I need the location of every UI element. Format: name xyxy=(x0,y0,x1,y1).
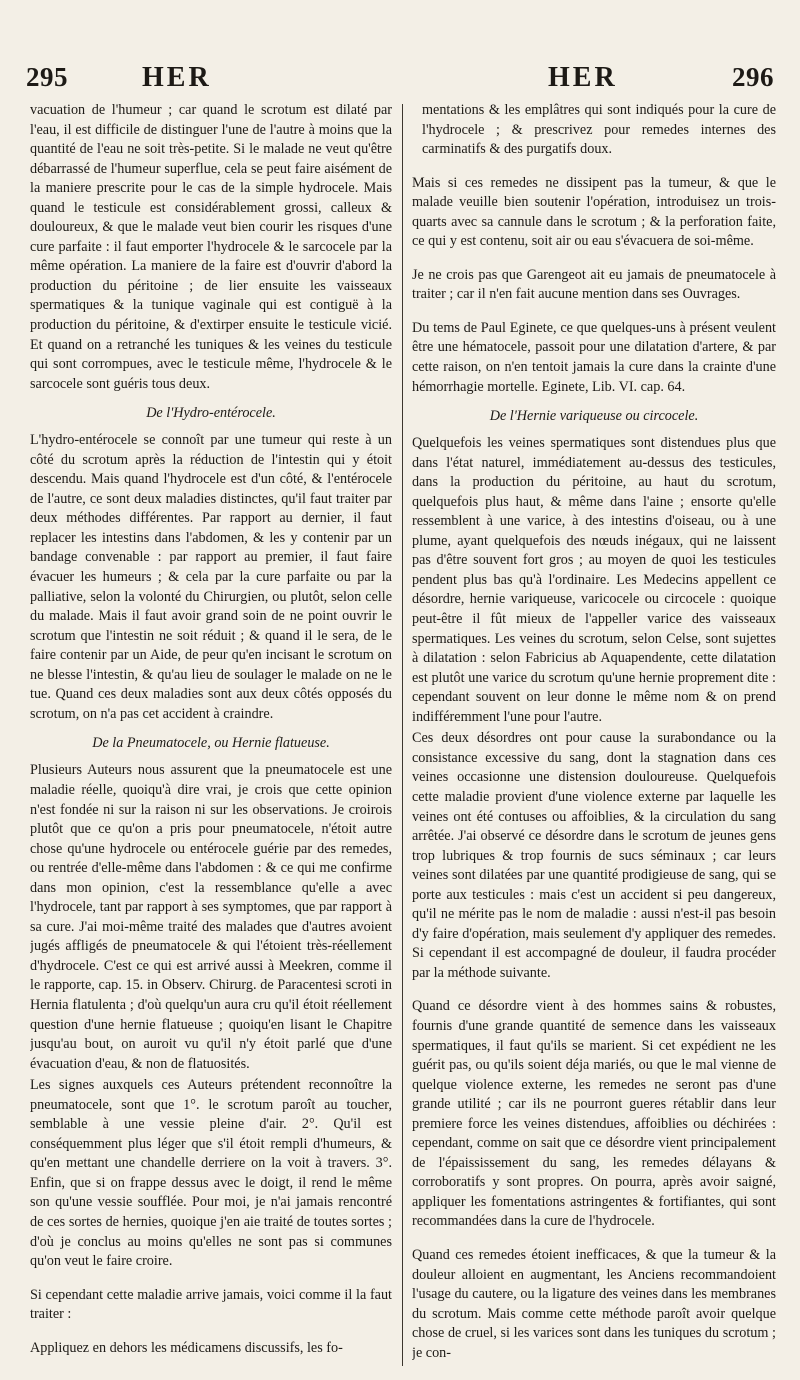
column-divider xyxy=(402,104,403,1366)
running-header xyxy=(0,62,800,102)
page-number-right: 296 xyxy=(732,62,774,92)
paragraph: Quelquefois les veines spermatiques sont distendues plus que dans l'état naturel, immédiatement au-dessus des testicules, dans la production du péritoine, au haut du scrotum, quelquefois plus haut, & même dans l'aine ; ensorte qu'elle ressemblent à une varice, à des intestins d'oiseau, ou à une plume, ayant quelquefois des nœuds inégaux, qui ne laissent pas d'être souvent fort gros ; au moyen de quoi les testicules pendent plus bas qu'à l'ordinaire. Les Medecins appellent ce désordre, hernie variqueuse, varicocele ou circocele : quoique peut-être il fût mieux de l'appeller varice des vaisseaux spermatiques. Les veines du scrotum, selon Celse, sont sujettes à dilatation : selon Fabricius ab Aquapendente, cette dilatation est plutôt une varice du scrotum qu'une hernie proprement dite : cependant souvent on leur donne le même nom & on prend indifféremment l'une pour l'autre. xyxy=(412,435,776,725)
headword-left: HER xyxy=(142,62,212,93)
section-heading-hernie-variqueuse: De l'Hernie variqueuse ou circocele. xyxy=(489,408,699,425)
paragraph: Si cependant cette maladie arrive jamais, voici comme il la faut traiter : xyxy=(30,1286,392,1323)
right-column xyxy=(412,101,776,1373)
paragraph: Plusieurs Auteurs nous assurent que la pneumatocele est une maladie réelle, quoiqu'à dire vrai, je crois que cette opinion n'est fondée ni sur la raison ni sur les observations. Je croirois plutôt que ce qu'on a pris pour pneumatocele, n'étoit autre chose qu'une hydrocele ou entérocele guérie par des remedes, ou rentrée d'elle-même dans l'abdomen : & ce qui me confirme dans mon opinion, c'est la ressemblance qu'elle a avec l'hydrocele, tant par rapport à ses symptomes, que par rapport à sa cure. J'ai moi-même traité des malades que d'autres avoient jugés affligés de pneumatocele & qui l'étoient très-réellement d'hydrocele. C'est ce qui est arrivé aussi à Meekren, comme il le rapporte, cap. 15. in Observ. Chirurg. de Paracentesi scroti in Hernia flatulenta ; d'où quelqu'un aura cru qu'il étoit réellement question d'une hernie flatueuse ; quoiqu'en lisant le Chapitre jusqu'au bout, on auroit vu qu'il n'y étoit parlé que d'une évacuation d'eau, & non de flatuosités. xyxy=(30,762,392,1072)
paragraph: L'hydro-entérocele se connoît par une tumeur qui reste à un côté du scrotum après la réduction de l'intestin qui y étoit descendu. Mais quand l'hydrocele est d'un côté, & l'entérocele de l'autre, ce sont deux maladies distinctes, qu'il faut traiter par deux méthodes différentes. Par rapport au dernier, il faut replacer les intestins dans l'abdomen, & les y contenir par un bandage convenable : par rapport au premier, il faut faire évacuer les humeurs ; & cela par la cure parfaite ou par la palliative, selon la volonté du Chirurgien, ou plutôt, selon celle du malade. Mais il faut avoir grand soin de ne point ouvrir le scrotum que l'intestin ne soit réduit ; & quand il le sera, de le faire contenir par un Aide, de peur qu'en incisant le scrotum on ne blesse l'intestin, & qu'au lieu de soulager le malade on ne le tue. Quand ces deux maladies sont aux deux côtés opposés du scrotum, on n'a pas cet accident à craindre. xyxy=(30,432,392,722)
section-heading-pneumatocele: De la Pneumatocele, ou Hernie flatueuse. xyxy=(92,735,330,752)
paragraph: Du tems de Paul Eginete, ce que quelques-uns à présent veulent être une hématocele, passoit pour une dilatation d'artere, & par cette raison, on n'en tentoit jamais la cure dans la crainte d'une hémorrhagie mortelle. Eginete, Lib. VI. cap. 64. xyxy=(412,319,776,395)
paragraph: Quand ce désordre vient à des hommes sains & robustes, fournis d'une grande quantité de semence dans les vaisseaux spermatiques, il faut qu'ils se marient. Si cet expédient ne les guérit pas, ou qu'ils soient déja mariés, ou que le mal vienne de quelque violence externe, les remedes ne seront pas d'une grande utilité ; car ils ne pourront gueres rétablir dans leur premiere force les veines distendues, affoiblies ou déchirées : cependant, comme on sait que ce désordre vient principalement de l'épaississement du sang, les remedes délayans & corroboratifs y sont propres. On pourra, après avoir saigné, appliquer les fomentations astringentes & fortifiantes, qui sont recommandées dans la cure de l'hydrocele. xyxy=(412,998,776,1230)
headword-right: HER xyxy=(548,62,618,93)
paragraph: Ces deux désordres ont pour cause la surabondance ou la consistance excessive du sang, dont la stagnation dans ces veines occasionne une distension douloureuse. Quelquefois cette maladie provient d'une violence externe par laquelle les veines ont été contuses ou affoiblies, & la circulation du sang arrêtée. J'ai observé ce désordre dans le scrotum de jeunes gens trop lubriques & trop fournis de sucs séminaux ; car leurs veines sont dilatées par une quantité prodigieuse de sang, qui se porte aux testicules : mais c'est un accident si peu dangereux, qu'il ne mérite pas le nom de maladie : aussi n'est-il pas besoin d'y faire d'opération, mais seulement d'y appliquer des remedes. Si cependant il est accompagné de douleur, il faudra procéder par la méthode suivante. xyxy=(412,730,776,981)
page-number-left: 295 xyxy=(26,62,68,92)
paragraph: Les signes auxquels ces Auteurs prétendent reconnoître la pneumatocele, sont que 1°. le scrotum paroît au toucher, semblable à une vessie pleine d'air. 2°. Qu'il est conséquemment plus léger que s'il étoit rempli d'humeurs, & qu'en mettant une chandelle derriere on la voit à travers. 3°. Enfin, que si on frappe dessus avec le doigt, il rend le même son qu'une vessie soufflée. Pour moi, je n'ai jamais rencontré de ces sortes de hernies, quoique j'en aie traité de toutes sortes ; d'où je conclus au moins qu'elles ne sont pas si communes qu'on veut le faire croire. xyxy=(30,1077,392,1270)
left-column xyxy=(30,101,392,1373)
paragraph: Appliquez en dehors les médicamens discussifs, les fo- xyxy=(30,1339,343,1356)
paragraph: Je ne crois pas que Garengeot ait eu jamais de pneumatocele à traiter ; car il n'en fait aucune mention dans ses Ouvrages. xyxy=(412,266,776,303)
paragraph: Quand ces remedes étoient inefficaces, & que la tumeur & la douleur alloient en augmentant, les Anciens recommandoient l'usage du cautere, ou la ligature des veines dans les membranes du scrotum. Mais comme cette méthode paroît avoir quelque chose de cruel, si les varices sont dans les tuniques du scrotum ; je con- xyxy=(412,1246,776,1361)
paragraph: mentations & les emplâtres qui sont indiqués pour la cure de l'hydrocele ; & prescrivez pour remedes internes des carminatifs & des purgatifs doux. xyxy=(422,102,776,158)
section-heading-hydro-enterocele: De l'Hydro-entérocele. xyxy=(146,405,276,422)
paragraph: vacuation de l'humeur ; car quand le scrotum est dilaté par l'eau, il est difficile de distinguer l'une de l'autre à moins que la quantité de l'eau ne soit très-petite. Si le malade ne veut qu'être débarrassé de l'humeur superflue, cela se peut faire aisément de la maniere prescrite pour le cas de la simple hydrocele. Mais quand le testicule est considérablement grossi, calleux & douloureux, & que le malade veut bien courir les risques d'une cure parfaite : il faut emporter l'hydrocele & le sarcocele par la même opération. La maniere de la faire est d'ouvrir d'abord la production du péritoine ; de lier ensuite les vaisseaux spermatiques & la tunique vaginale qui est contiguë à la production du péritoine, & d'extirper ensuite le testicule vicié. Et quand on a retranché les tuniques & les veines du testicule qui sont corrompues, avec le testicule même, l'hydrocele & le sarcocele sont guéris tous deux. xyxy=(30,102,392,392)
paragraph: Mais si ces remedes ne dissipent pas la tumeur, & que le malade veuille bien soutenir l'opération, introduisez un trois-quarts avec sa cannule dans le scrotum ; & la perforation faite, ce qui y est contenu, soit air ou eau s'évacuera de soi-même. xyxy=(412,174,776,250)
